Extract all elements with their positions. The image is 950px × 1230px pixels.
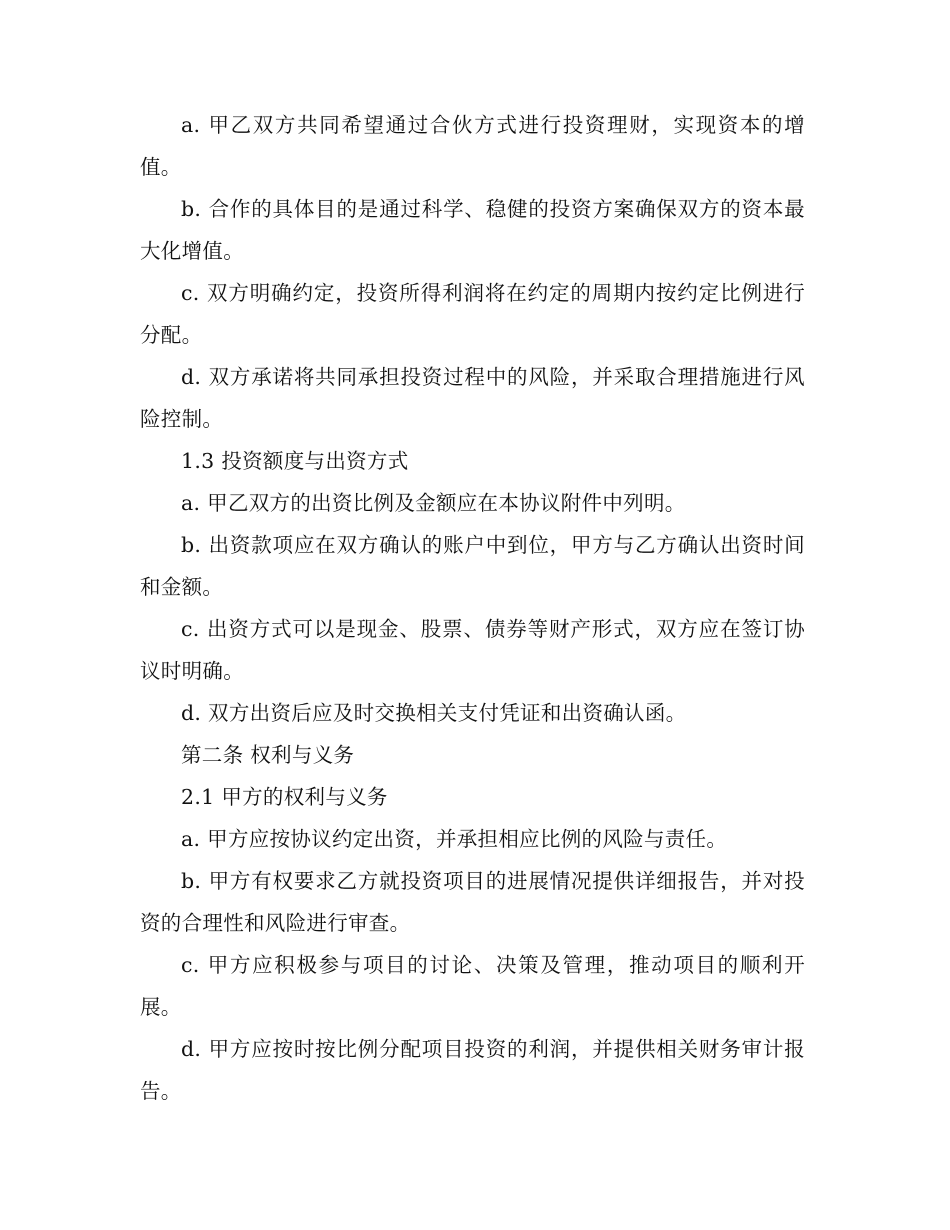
paragraph-purpose-c: c. 双方明确约定，投资所得利润将在约定的周期内按约定比例进行分配。 (140, 281, 805, 347)
paragraph-purpose-d: d. 双方承诺将共同承担投资过程中的风险，并采取合理措施进行风险控制。 (140, 365, 805, 431)
paragraph-investment-a: a. 甲乙双方的出资比例及金额应在本协议附件中列明。 (181, 491, 686, 515)
paragraph-investment-d: d. 双方出资后应及时交换相关支付凭证和出资确认函。 (181, 701, 687, 725)
section-heading-2-1: 2.1 甲方的权利与义务 (181, 785, 388, 809)
paragraph-party-a-a: a. 甲方应按协议约定出资，并承担相应比例的风险与责任。 (181, 827, 728, 851)
paragraph-investment-b: b. 出资款项应在双方确认的账户中到位，甲方与乙方确认出资时间和金额。 (140, 533, 805, 599)
article-heading-2: 第二条 权利与义务 (181, 743, 355, 767)
paragraph-investment-c: c. 出资方式可以是现金、股票、债券等财产形式，双方应在签订协议时明确。 (140, 617, 805, 683)
paragraph-party-a-c: c. 甲方应积极参与项目的讨论、决策及管理，推动项目的顺利开展。 (140, 953, 805, 1019)
paragraph-purpose-b: b. 合作的具体目的是通过科学、稳健的投资方案确保双方的资本最大化增值。 (140, 197, 805, 263)
paragraph-purpose-a: a. 甲乙双方共同希望通过合伙方式进行投资理财，实现资本的增值。 (140, 113, 805, 179)
paragraph-party-a-b: b. 甲方有权要求乙方就投资项目的进展情况提供详细报告，并对投资的合理性和风险进行审查。 (140, 869, 805, 935)
section-heading-1-3: 1.3 投资额度与出资方式 (181, 449, 409, 473)
paragraph-party-a-d: d. 甲方应按时按比例分配项目投资的利润，并提供相关财务审计报告。 (140, 1037, 805, 1103)
document-body (140, 104, 805, 1112)
